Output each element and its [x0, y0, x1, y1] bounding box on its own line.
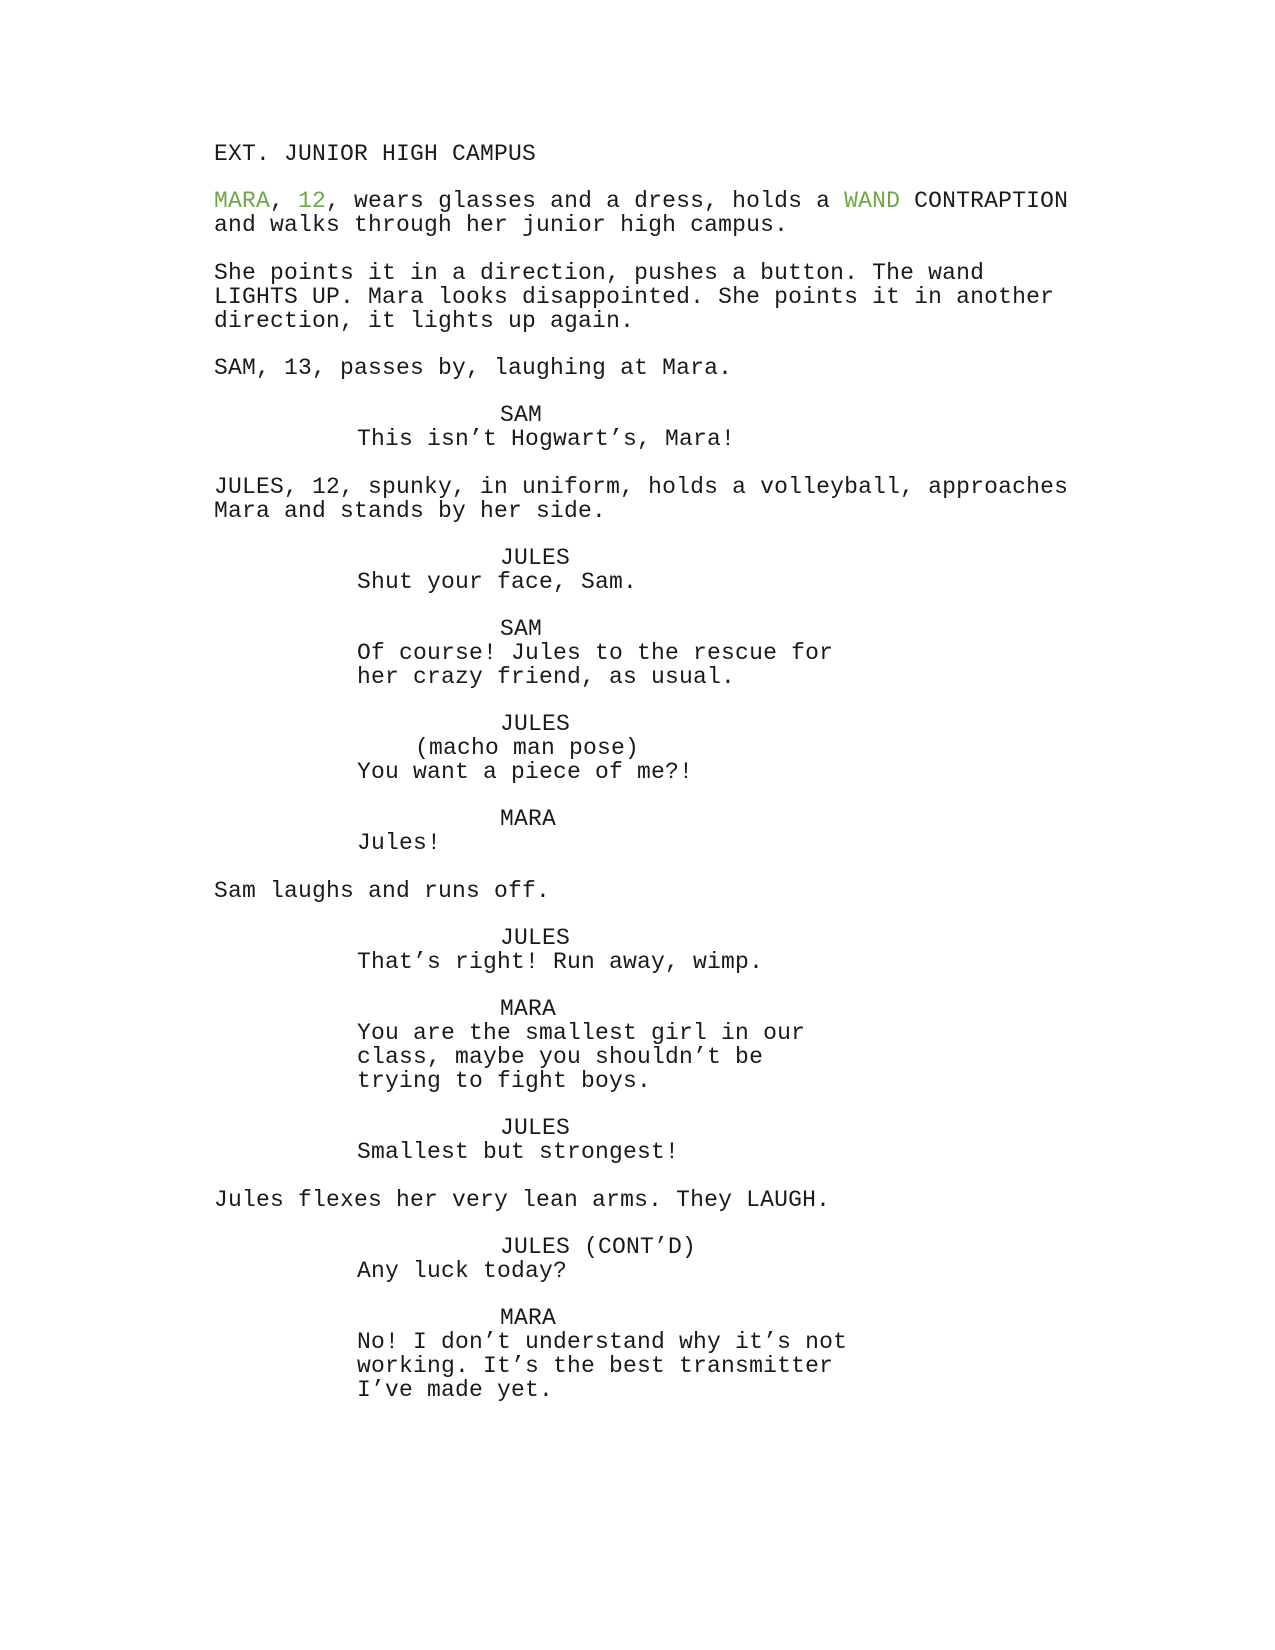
dialogue-line: Jules!: [357, 830, 442, 856]
dialogue-line: working. It’s the best transmitter: [357, 1353, 834, 1379]
highlighted-text: MARA: [214, 188, 271, 214]
character-line: JULES (CONT’D): [500, 1234, 697, 1260]
dialogue-line: This isn’t Hogwart’s, Mara!: [357, 426, 736, 452]
highlighted-text: 12: [298, 188, 327, 214]
action-line: Mara and stands by her side.: [214, 498, 607, 524]
dialogue-line: You want a piece of me?!: [357, 759, 694, 785]
character-line: MARA: [500, 1305, 557, 1331]
text-segment: CONTRAPTION: [900, 188, 1069, 214]
action-line: Jules flexes her very lean arms. They LAUGH.: [214, 1187, 831, 1213]
character-line: MARA: [500, 806, 557, 832]
dialogue-line: her crazy friend, as usual.: [357, 664, 736, 690]
action-line: SAM, 13, passes by, laughing at Mara.: [214, 355, 733, 381]
dialogue-line: Any luck today?: [357, 1258, 568, 1284]
dialogue-line: That’s right! Run away, wimp.: [357, 949, 764, 975]
text-segment: ,: [270, 188, 299, 214]
character-line: SAM: [500, 402, 543, 428]
action-line: direction, it lights up again.: [214, 308, 635, 334]
dialogue-line: You are the smallest girl in our: [357, 1020, 806, 1046]
character-line: MARA: [500, 996, 557, 1022]
action-line: LIGHTS UP. Mara looks disappointed. She points it in another: [214, 284, 1055, 310]
text-segment: , wears glasses and a dress, holds a: [326, 188, 845, 214]
dialogue-line: Shut your face, Sam.: [357, 569, 638, 595]
dialogue-line: Smallest but strongest!: [357, 1139, 680, 1165]
dialogue-line: trying to fight boys.: [357, 1068, 652, 1094]
action-line: Sam laughs and runs off.: [214, 878, 551, 904]
action-line: JULES, 12, spunky, in uniform, holds a volleyball, approaches: [214, 474, 1069, 500]
highlighted-text: WAND: [844, 188, 901, 214]
character-line: JULES: [500, 711, 571, 737]
character-line: JULES: [500, 545, 571, 571]
dialogue-line: class, maybe you shouldn’t be: [357, 1044, 764, 1070]
dialogue-line: No! I don’t understand why it’s not: [357, 1329, 848, 1355]
scene-heading-line: EXT. JUNIOR HIGH CAMPUS: [214, 141, 537, 167]
dialogue-line: Of course! Jules to the rescue for: [357, 640, 834, 666]
action-line: [214, 189, 1068, 214]
action-line: and walks through her junior high campus.: [214, 212, 789, 238]
character-line: SAM: [500, 616, 543, 642]
character-line: JULES: [500, 925, 571, 951]
action-line: She points it in a direction, pushes a button. The wand: [214, 260, 985, 286]
parenthetical-line: (macho man pose): [415, 735, 640, 761]
character-line: JULES: [500, 1115, 571, 1141]
dialogue-line: I’ve made yet.: [357, 1377, 554, 1403]
